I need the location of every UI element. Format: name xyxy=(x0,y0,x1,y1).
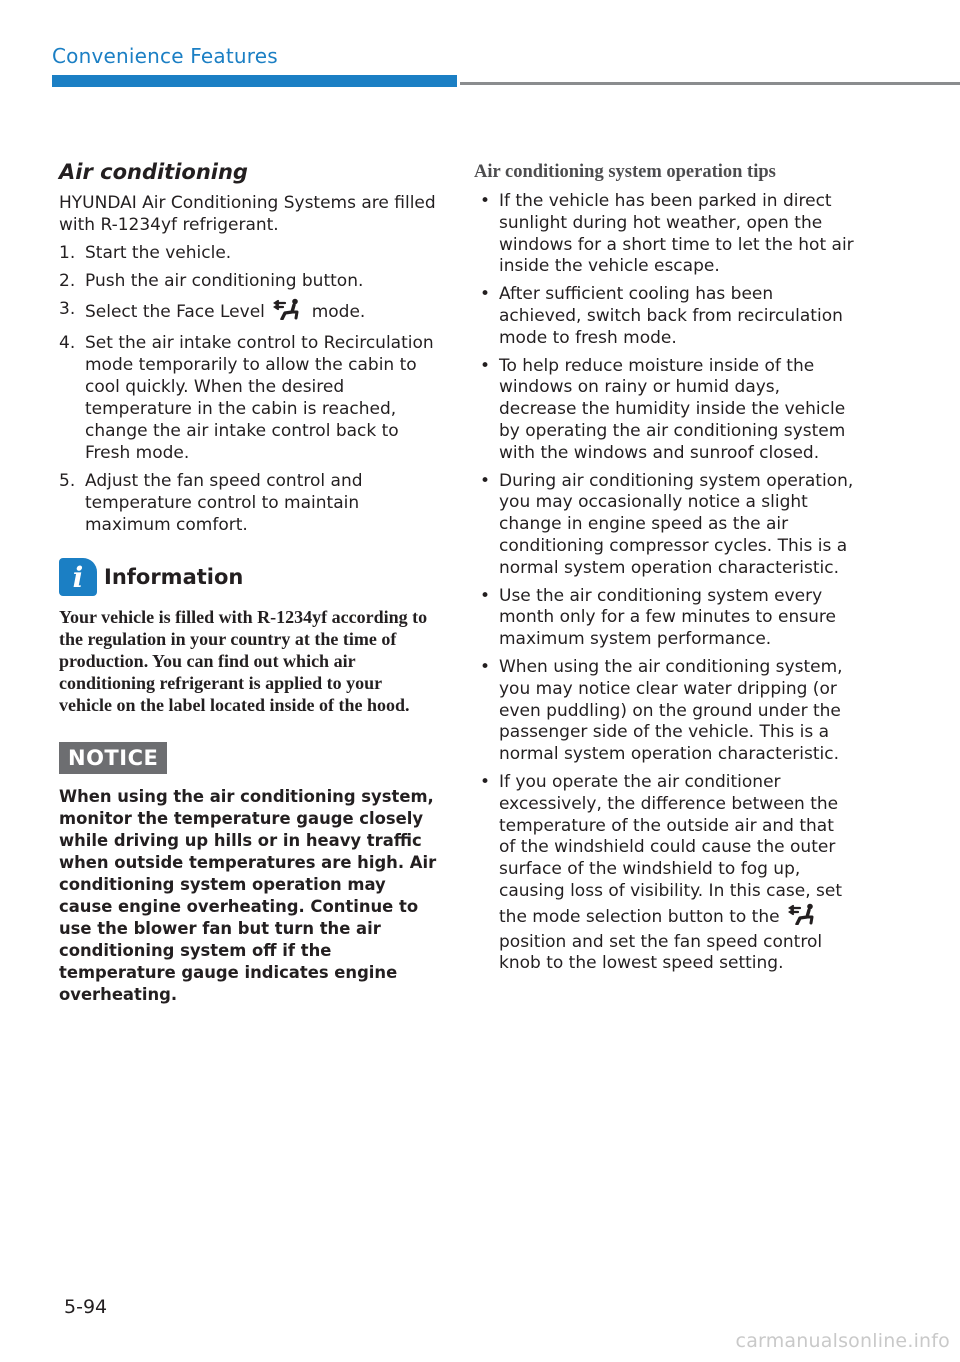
information-title: Information xyxy=(104,565,244,589)
step-text: Push the air conditioning button. xyxy=(85,271,364,291)
list-item xyxy=(474,772,854,975)
left-column xyxy=(59,160,439,1006)
list-item xyxy=(59,470,439,536)
bullet: • xyxy=(480,470,491,491)
tip-text-after: position and set the fan speed control knob to the lowest speed setting. xyxy=(499,931,823,974)
list-item xyxy=(59,332,439,464)
right-column xyxy=(474,160,854,981)
step-text-before: Select the Face Level xyxy=(85,302,265,322)
face-level-mode-icon xyxy=(273,298,303,326)
tip-text: When using the air conditioning system, you may notice clear water dripping (or even puddling) on the ground under the passenger side of the vehicle. This is a normal system operation characteristic. xyxy=(499,656,843,765)
bullet: • xyxy=(480,585,491,606)
notice-body: When using the air conditioning system, monitor the temperature gauge closely while driving up hills or in heavy traffic when outside temperatures are high. Air conditioning system operation may cause engine overheating. Continue to use the blower fan but turn the air conditioning system off if the temperature gauge indicates engine overheating. xyxy=(59,787,437,1004)
list-item xyxy=(474,191,854,278)
tip-text: After sufficient cooling has been achieved, switch back from recirculation mode to fresh mode. xyxy=(499,284,843,348)
list-item xyxy=(59,242,439,264)
tip-text: During air conditioning system operation, you may occasionally notice a slight change in engine speed as the air conditioning compressor cycles. This is a normal system operation characteristic. xyxy=(499,470,854,578)
tips-title: Air conditioning system operation tips xyxy=(474,162,776,182)
list-item xyxy=(474,471,854,580)
bullet: • xyxy=(480,191,491,211)
header-rule-thick xyxy=(52,75,457,87)
tips-list xyxy=(474,191,854,975)
watermark: carmanualsonline.info xyxy=(735,1330,950,1352)
step-text: Start the vehicle. xyxy=(85,243,232,263)
bullet: • xyxy=(480,656,491,677)
list-item xyxy=(59,298,439,326)
face-level-mode-icon xyxy=(788,903,818,932)
bullet: • xyxy=(480,355,491,376)
header-rule-thin xyxy=(460,82,960,85)
page-header-title: Convenience Features xyxy=(52,44,278,68)
list-item xyxy=(474,586,854,651)
bullet: • xyxy=(480,771,491,792)
step-number: 2. xyxy=(59,271,76,291)
step-list xyxy=(59,242,439,536)
step-text: Adjust the fan speed control and temperature control to maintain maximum comfort. xyxy=(85,471,363,535)
section-title: Air conditioning xyxy=(59,160,248,184)
step-number: 3. xyxy=(59,299,76,319)
tip-text: To help reduce moisture inside of the windows on rainy or humid days, decrease the humidity inside the vehicle by operating the air conditioning system with the windows and sunroof closed. xyxy=(499,355,846,463)
page-number: 5-94 xyxy=(64,1296,108,1318)
notice-badge: NOTICE xyxy=(59,742,167,774)
information-icon: i xyxy=(59,558,97,596)
bullet: • xyxy=(480,284,491,305)
tip-text: If the vehicle has been parked in direct sunlight during hot weather, open the windows for a short time to let the hot air inside the vehicle escape. xyxy=(499,191,854,277)
tip-text xyxy=(499,772,854,975)
list-item xyxy=(474,657,854,766)
step-number: 5. xyxy=(59,471,76,491)
tip-text-before: If you operate the air conditioner excessively, the difference between the temperature of the outside air and that of the windshield could cause the outer surface of the windshield to fog up, causing loss of visibility. In this case, set the mode selection button to the xyxy=(499,771,843,927)
step-text xyxy=(85,298,439,326)
information-heading xyxy=(59,558,439,596)
intro-paragraph: HYUNDAI Air Conditioning Systems are filled with R-1234yf refrigerant. xyxy=(59,193,436,235)
step-number: 4. xyxy=(59,333,76,353)
step-text: Set the air intake control to Recirculation mode temporarily to allow the cabin to cool quickly. When the desired temperature in the cabin is reached, change the air intake control back to Fresh mode. xyxy=(85,333,434,463)
step-number: 1. xyxy=(59,243,76,263)
tip-text: Use the air conditioning system every month only for a few minutes to ensure maximum system performance. xyxy=(499,585,836,650)
information-body: Your vehicle is filled with R-1234yf according to the regulation in your country at the time of production. You can find out which air conditioning refrigerant is applied to your vehicle on the label located inside of the hood. xyxy=(59,607,428,715)
list-item xyxy=(474,356,854,465)
list-item xyxy=(474,284,854,349)
list-item xyxy=(59,270,439,292)
step-text-after: mode. xyxy=(311,302,366,322)
